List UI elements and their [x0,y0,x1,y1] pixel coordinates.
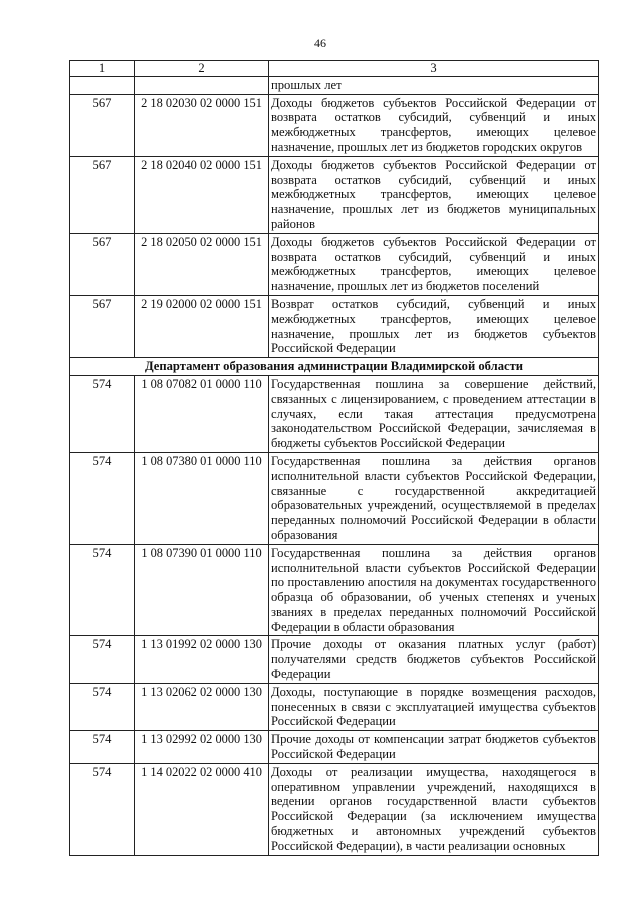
continuation-text: прошлых лет [269,76,599,94]
description-cell: Государственная пошлина за совершение действий, связанных с лицензированием, с проведением аттестации в случаях, если такая аттестация предусмотрена законодательством Российской Федерации, зачисляемая в бюджеты субъектов Российской Федерации [269,375,599,452]
kbk-cell: 2 18 02030 02 0000 151 [135,94,269,156]
column-number: 2 [135,61,269,77]
kbk-cell: 1 08 07390 01 0000 110 [135,544,269,636]
description-cell: Доходы бюджетов субъектов Российской Федерации от возврата остатков субсидий, субвенций и иных межбюджетных трансфертов, имеющих целевое назначение, прошлых лет из бюджетов городских округов [269,94,599,156]
description-cell: Прочие доходы от компенсации затрат бюджетов субъектов Российской Федерации [269,731,599,764]
kbk-cell: 1 13 01992 02 0000 130 [135,636,269,683]
kbk-cell: 1 13 02062 02 0000 130 [135,683,269,730]
admin-code-cell: 567 [70,233,135,295]
kbk-cell: 1 14 02022 02 0000 410 [135,763,269,855]
admin-code-cell [70,76,135,94]
revenue-codes-table [69,60,599,856]
description-cell: Доходы от реализации имущества, находящегося в оперативном управлении учреждений, находящихся в ведении органов государственной власти субъектов Российской Федерации (за исключением имущества бюджетных и автономных учреждений субъектов Российской Федерации), в части реализации основных [269,763,599,855]
kbk-cell: 1 08 07082 01 0000 110 [135,375,269,452]
table-row [70,683,599,730]
page-number: 46 [314,36,326,50]
section-row [70,358,599,376]
description-cell: Доходы бюджетов субъектов Российской Федерации от возврата остатков субсидий, субвенций и иных межбюджетных трансфертов, имеющих целевое назначение, прошлых лет из бюджетов муниципальных районов [269,156,599,233]
table-row [70,375,599,452]
admin-code-cell: 574 [70,731,135,764]
description-cell: Доходы, поступающие в порядке возмещения расходов, понесенных в связи с эксплуатацией имущества субъектов Российской Федерации [269,683,599,730]
kbk-cell: 2 18 02050 02 0000 151 [135,233,269,295]
table-row [70,156,599,233]
description-cell: Доходы бюджетов субъектов Российской Федерации от возврата остатков субсидий, субвенций и иных межбюджетных трансфертов, имеющих целевое назначение, прошлых лет из бюджетов поселений [269,233,599,295]
kbk-cell: 2 19 02000 02 0000 151 [135,295,269,357]
table-row [70,233,599,295]
admin-code-cell: 567 [70,94,135,156]
kbk-cell: 1 08 07380 01 0000 110 [135,452,269,544]
admin-code-cell: 567 [70,156,135,233]
kbk-cell: 2 18 02040 02 0000 151 [135,156,269,233]
admin-code-cell: 574 [70,683,135,730]
admin-code-cell: 574 [70,375,135,452]
admin-code-cell: 574 [70,636,135,683]
description-cell: Возврат остатков субсидий, субвенций и иных межбюджетных трансфертов, имеющих целевое назначение, прошлых лет из бюджетов субъектов Российской Федерации [269,295,599,357]
column-number-row [70,61,599,77]
admin-code-cell: 574 [70,763,135,855]
admin-code-cell: 567 [70,295,135,357]
table-row [70,544,599,636]
admin-code-cell: 574 [70,544,135,636]
description-cell: Прочие доходы от оказания платных услуг (работ) получателями средств бюджетов субъектов Российской Федерации [269,636,599,683]
section-title: Департамент образования администрации Владимирской области [70,358,599,376]
column-number: 1 [70,61,135,77]
column-number: 3 [269,61,599,77]
table-row [70,763,599,855]
table-row [70,731,599,764]
description-cell: Государственная пошлина за действия органов исполнительной власти субъектов Российской Федерации по проставлению апостиля на документах государственного образца об образовании, об ученых степенях и ученых званиях в пределах переданных полномочий Российской Федерации в области образования [269,544,599,636]
continuation-row [70,76,599,94]
kbk-cell: 1 13 02992 02 0000 130 [135,731,269,764]
table-row [70,94,599,156]
table-row [70,452,599,544]
table-row [70,636,599,683]
admin-code-cell: 574 [70,452,135,544]
description-cell: Государственная пошлина за действия органов исполнительной власти субъектов Российской Федерации, связанные с государственной аккредитацией образовательных учреждений, осуществляемой в пределах переданных полномочий Российской Федерации в области образования [269,452,599,544]
kbk-cell [135,76,269,94]
table-row [70,295,599,357]
